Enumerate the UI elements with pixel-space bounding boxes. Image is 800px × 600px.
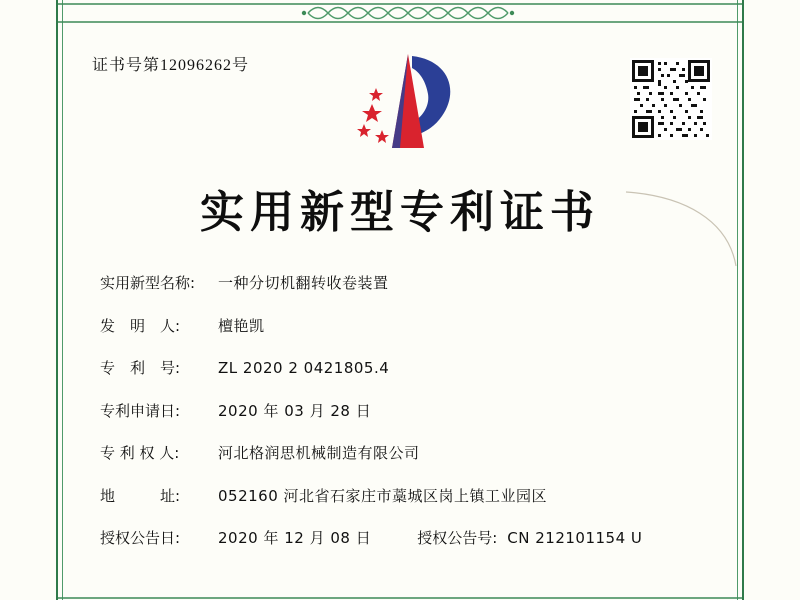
field-label-application-date: 专利申请日: bbox=[100, 401, 181, 420]
field-value-grant-date: 2020 年 12 月 08 日 bbox=[218, 529, 372, 547]
field-label-address: 地 址: bbox=[100, 486, 181, 505]
qr-code bbox=[630, 58, 712, 140]
certificate-number: 证书号第12096262号 bbox=[92, 57, 250, 74]
field-value-address: 052160 河北省石家庄市藁城区岗上镇工业园区 bbox=[218, 486, 548, 505]
field-label-patentee: 专 利 权 人: bbox=[100, 444, 180, 462]
patent-emblem-icon bbox=[350, 48, 470, 153]
field-row bbox=[100, 485, 720, 506]
field-row bbox=[100, 357, 720, 378]
certificate-fields bbox=[100, 272, 720, 570]
field-value-utility-model-name: 一种分切机翻转收卷装置 bbox=[218, 274, 389, 292]
field-label-grant-date: 授权公告日: bbox=[100, 529, 181, 547]
field-value-application-date: 2020 年 03 月 28 日 bbox=[218, 401, 372, 420]
field-value-grant-publication-number: CN 212101154 U bbox=[507, 529, 643, 547]
field-value-patent-number: ZL 2020 2 0421805.4 bbox=[218, 359, 390, 377]
field-label-grant-publication-number: 授权公告号: bbox=[417, 529, 498, 547]
field-row bbox=[100, 400, 720, 421]
field-value-patentee: 河北格润思机械制造有限公司 bbox=[218, 444, 420, 462]
field-row bbox=[100, 527, 720, 548]
field-label-patent-number: 专 利 号: bbox=[100, 359, 181, 377]
field-row bbox=[100, 272, 720, 293]
page-title: 实用新型专利证书 bbox=[200, 187, 600, 238]
top-ornament bbox=[58, 0, 742, 26]
field-label-utility-model-name: 实用新型名称: bbox=[100, 274, 196, 292]
field-row bbox=[100, 442, 720, 463]
field-value-inventor: 檀艳凯 bbox=[218, 316, 265, 335]
field-label-inventor: 发 明 人: bbox=[100, 316, 181, 335]
field-row bbox=[100, 315, 720, 336]
bottom-ornament bbox=[58, 590, 742, 600]
